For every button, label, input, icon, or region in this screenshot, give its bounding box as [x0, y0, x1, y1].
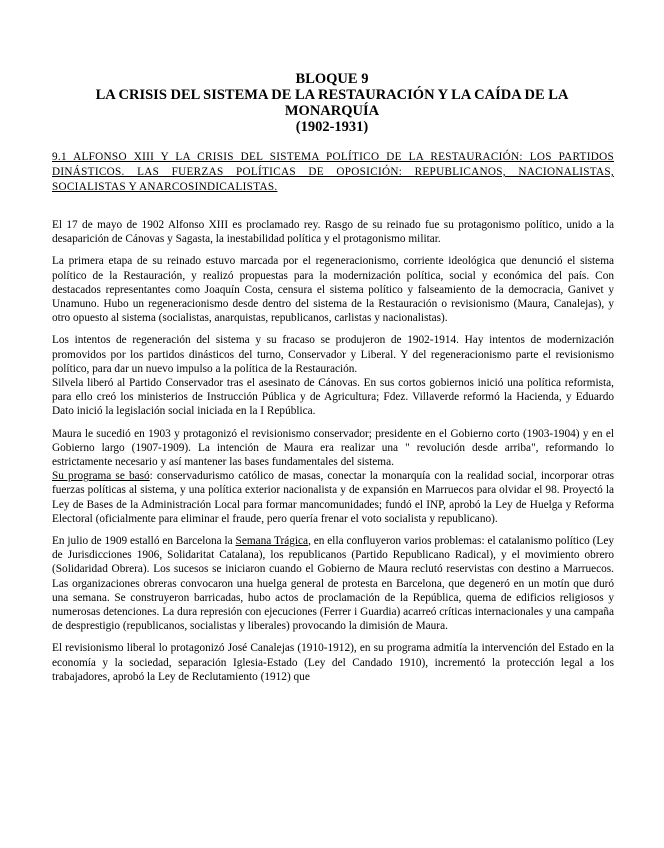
document-body — [52, 218, 614, 692]
block-label: BLOQUE 9 — [295, 71, 369, 87]
paragraph-7-intro: En julio de 1909 estalló en Barcelona la — [52, 535, 236, 548]
paragraph-1: El 17 de mayo de 1902 Alfonso XIII es proclamado rey. Rasgo de su reinado fue su protagonismo político, unido a la desaparición de Cánovas y Sagasta, la inestabilidad política y el protagonismo militar. — [52, 219, 614, 246]
document-header — [60, 71, 604, 135]
block-title-line-1: LA CRISIS DEL SISTEMA DE LA RESTAURACIÓN Y LA CAÍDA DE LA — [95, 87, 569, 103]
block-dates: (1902-1931) — [295, 119, 369, 135]
block-title-line-2: MONARQUÍA — [284, 103, 380, 119]
paragraph-6 — [52, 469, 614, 526]
paragraph-4: Silvela liberó al Partido Conservador tras el asesinato de Cánovas. En sus cortos gobiernos inició una política reformista, para ello creó los ministerios de Instrucción Pública y de Agricultura; Fdez. Villaverde reformó la Hacienda, y Eduardo Dato inició la legislación social iniciada en la I República. — [52, 377, 614, 418]
paragraph-2: La primera etapa de su reinado estuvo marcada por el regeneracionismo, corriente ideológica que denunció el sistema político de la Restauración, y realizó propuestas para la modernización política, social y económica del país. Con destacados representantes como Joaquín Costa, censura el sistema político y falseamiento de la democracia, Ganivet y Unamuno. Hubo un regeneracionismo desde dentro del sistema de la Restauración o revisionismo (Maura, Canalejas), y otro opuesto al sistema (socialistas, anarquistas, republicanos, carlistas y nacionalistas). — [52, 255, 614, 325]
section-title: 9.1 ALFONSO XIII Y LA CRISIS DEL SISTEMA POLÍTICO DE LA RESTAURACIÓN: LOS PARTIDOS DINÁSTICOS. LAS FUERZAS POLÍTICAS DE OPOSICIÓN: REPUBLICANOS, NACIONALISTAS, SOCIALISTAS Y ANARCOSINDICALISTAS. — [52, 151, 614, 193]
paragraph-8: El revisionismo liberal lo protagonizó José Canalejas (1910-1912), en su programa admitía la intervención del Estado en la economía y la sociedad, separación Iglesia-Estado (Ley del Candado 1910), incrementó la protección legal a los trabajadores, aprobó la Ley de Reclutamiento (1912) que — [52, 642, 614, 683]
program-text: : conservadurismo católico de masas, conectar la monarquía con la realidad social, incorporar otras fuerzas políticas al sistema, y una política exterior nacionalista y de expansión en Marruecos para olvidar el 98. Proyectó la Ley de Bases de la Administración Local para formar mancomunidades; fundó el INP, aprobó la Ley de Huelga y Reforma Electoral (oficialmente para eliminar el fraude, pero quería frenar el voto socialista y republicano). — [52, 470, 614, 525]
paragraph-7-text: , en ella confluyeron varios problemas: el catalanismo político (Ley de Jurisdicciones 1906, Solidaritat Catalana), los republicanos (Partido Republicano Radical), y el movimiento obrero (Solidaridad Obrera). Los sucesos se iniciaron cuando el Gobierno de Maura reclutó reservistas con destino a Marruecos. Las organizaciones obreras convocaron una huelga general de protesta en Barcelona, que degeneró en un motín que duró una semana. Se construyeron barricadas, hubo actos de proclamación de la República, quema de edificios religiosos y numerosas detenciones. La dura represión con ejecuciones (Ferrer i Guardia) acarreó críticas internacionales y una campaña de desprestigio (republicanos, socialistas y liberales) provocando la dimisión de Maura. — [52, 535, 614, 633]
paragraph-7 — [52, 534, 614, 633]
semana-tragica-term: Semana Trágica — [235, 535, 309, 548]
paragraph-3: Los intentos de regeneración del sistema y su fracaso se produjeron de 1902-1914. Hay intentos de modernización promovidos por los partidos dinásticos del turno, Conservador y Liberal. Y del regeneracionismo parte el revisionismo político, para dar un nuevo impulso a la política de la Restauración. — [52, 334, 614, 375]
paragraph-5: Maura le sucedió en 1903 y protagonizó el revisionismo conservador; presidente en el Gobierno corto (1903-1904) y en el Gobierno largo (1907-1909). La intención de Maura era realizar una " revolución desde arriba", reformando lo estrictamente necesario y así mantener las bases fundamentales del sistema. — [52, 427, 614, 469]
program-label: Su programa se basó — [52, 470, 150, 483]
